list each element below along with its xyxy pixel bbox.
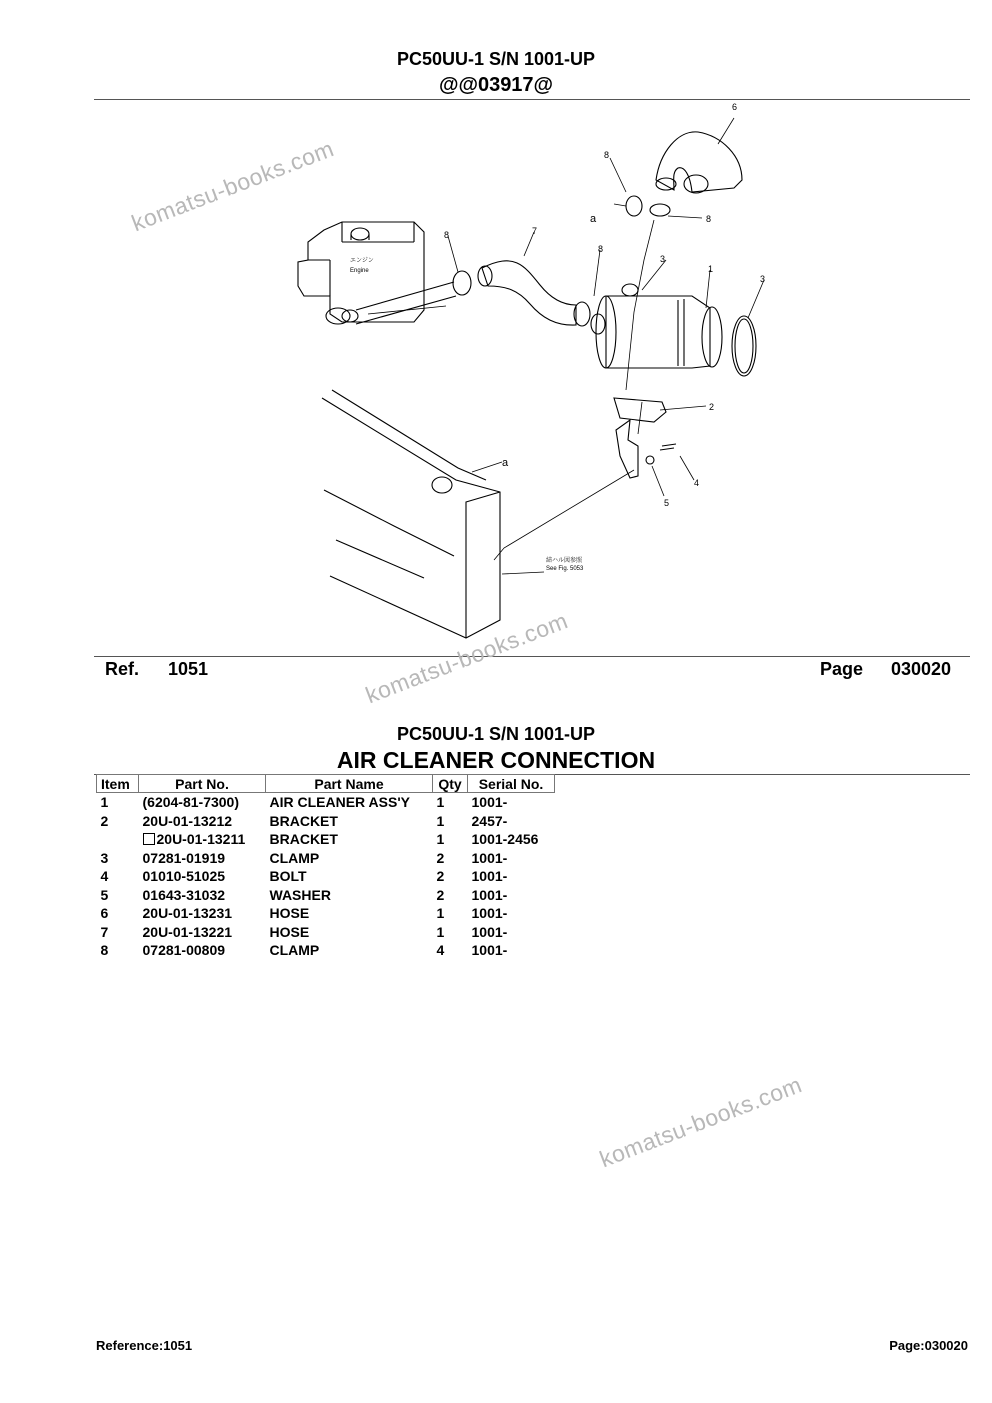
row-serial: 1001-	[471, 942, 508, 959]
page-value: 030020	[891, 659, 952, 679]
row-item: 4	[100, 868, 109, 885]
row-part-name: WASHER	[269, 886, 331, 903]
section-model: PC50UU-1 S/N 1001-UP	[396, 724, 596, 744]
parts-table	[96, 774, 555, 960]
row-item: 3	[100, 849, 109, 866]
table-row	[97, 830, 555, 849]
row-part-no: 07281-00809	[142, 942, 226, 959]
callout-1: 1	[708, 264, 714, 274]
row-serial: 1001-	[471, 923, 508, 940]
watermark-middle: komatsu-books.com	[362, 607, 572, 709]
callout-a-mid: a	[502, 457, 509, 469]
washer-5	[646, 456, 654, 464]
intake-pipe	[356, 282, 456, 324]
diagram-note-en: See Fig. 5053	[546, 566, 584, 572]
row-qty: 1	[436, 794, 445, 811]
col-partname-header: Part Name	[266, 775, 433, 793]
table-row	[97, 849, 555, 868]
col-serial-header: Serial No.	[468, 775, 555, 793]
row-part-no: (6204-81-7300)	[142, 794, 240, 811]
col-qty-header: Qty	[433, 775, 468, 793]
section-title: AIR CLEANER CONNECTION	[336, 747, 656, 773]
callout-8-top: 8	[604, 150, 610, 160]
clamp-8a	[453, 271, 471, 295]
page-label: Page	[820, 659, 864, 679]
callout-a-top: a	[590, 213, 597, 225]
row-serial: 1001-	[471, 886, 508, 903]
row-part-no: 20U-01-13231	[142, 905, 233, 922]
row-item: 6	[100, 905, 109, 922]
row-serial: 2457-	[471, 812, 508, 829]
row-qty: 1	[436, 831, 445, 848]
row-serial: 1001-	[471, 868, 508, 885]
row-item	[97, 830, 139, 849]
ref-value: 1051	[168, 659, 209, 679]
row-part-name: CLAMP	[269, 849, 320, 866]
bolt-4	[660, 444, 676, 450]
callout-8-mid: 8	[598, 244, 604, 254]
engine-label-jp: エンジン	[350, 258, 374, 264]
callout-3-top: 3	[660, 254, 666, 264]
callout-2: 2	[709, 402, 715, 412]
table-row	[97, 886, 555, 905]
row-qty: 4	[436, 942, 445, 959]
superseded-square-icon	[143, 833, 155, 845]
clamp-3-right	[732, 316, 756, 376]
row-item: 7	[100, 923, 109, 940]
row-part-no: 20U-01-13212	[142, 812, 233, 829]
watermark-bottom: komatsu-books.com	[596, 1071, 806, 1173]
col-partno-header: Part No.	[139, 775, 266, 793]
header-code: @@03917@	[438, 74, 554, 96]
row-part-name: AIR CLEANER ASS'Y	[269, 794, 410, 811]
col-item-header: Item	[97, 775, 139, 793]
row-item: 8	[100, 942, 109, 959]
engine-label-en: Engine	[350, 268, 369, 274]
row-qty: 1	[436, 812, 445, 829]
air-cleaner	[591, 284, 722, 368]
row-part-no: 20U-01-13221	[142, 923, 233, 940]
leader-lines	[368, 118, 764, 574]
table-row	[97, 812, 555, 831]
callout-5: 5	[664, 498, 670, 508]
row-qty: 1	[436, 923, 445, 940]
footer-reference: Reference:1051	[96, 1338, 193, 1353]
bracket-2	[614, 398, 666, 478]
footer-page: Page:030020	[889, 1338, 968, 1353]
row-part-no: 01010-51025	[142, 868, 226, 885]
row-qty: 2	[436, 849, 445, 866]
table-row	[97, 941, 555, 960]
row-qty: 2	[436, 868, 445, 885]
radiator-body	[322, 390, 500, 638]
ref-rule	[94, 656, 970, 657]
header-model: PC50UU-1 S/N 1001-UP	[396, 49, 596, 69]
clamp-8d	[650, 204, 670, 216]
row-qty: 1	[436, 905, 445, 922]
callout-7: 7	[532, 226, 538, 236]
row-part-no: 01643-31032	[142, 886, 226, 903]
table-row	[97, 793, 555, 812]
callout-6: 6	[732, 102, 738, 112]
row-part-name: BRACKET	[269, 831, 338, 848]
row-part-name: BRACKET	[269, 812, 338, 829]
row-item: 5	[100, 886, 109, 903]
row-qty: 2	[436, 886, 445, 903]
callout-8-left: 8	[444, 230, 450, 240]
table-row	[97, 923, 555, 942]
hose-6	[656, 132, 742, 193]
row-serial: 1001-2456	[471, 831, 539, 848]
clamp-8c	[626, 196, 642, 216]
callout-4: 4	[694, 478, 700, 488]
row-part-name: CLAMP	[269, 942, 320, 959]
row-part-no	[139, 830, 266, 849]
row-part-name: BOLT	[269, 868, 307, 885]
row-serial: 1001-	[471, 794, 508, 811]
row-part-no: 07281-01919	[142, 849, 226, 866]
row-serial: 1001-	[471, 905, 508, 922]
callout-8-right: 8	[706, 214, 712, 224]
row-part-no-text: 20U-01-13211	[156, 831, 246, 848]
hose-7	[482, 261, 576, 325]
row-item: 2	[100, 812, 109, 829]
callout-3-right: 3	[760, 274, 766, 284]
row-item: 1	[100, 794, 109, 811]
watermark-top: komatsu-books.com	[128, 135, 338, 237]
table-row	[97, 904, 555, 923]
row-part-name: HOSE	[269, 905, 310, 922]
row-part-name: HOSE	[269, 923, 310, 940]
ref-label: Ref.	[105, 659, 140, 679]
table-row	[97, 867, 555, 886]
diagram-note-jp: 結ハル図参照	[546, 558, 583, 564]
table-header-row	[97, 775, 555, 793]
row-serial: 1001-	[471, 849, 508, 866]
